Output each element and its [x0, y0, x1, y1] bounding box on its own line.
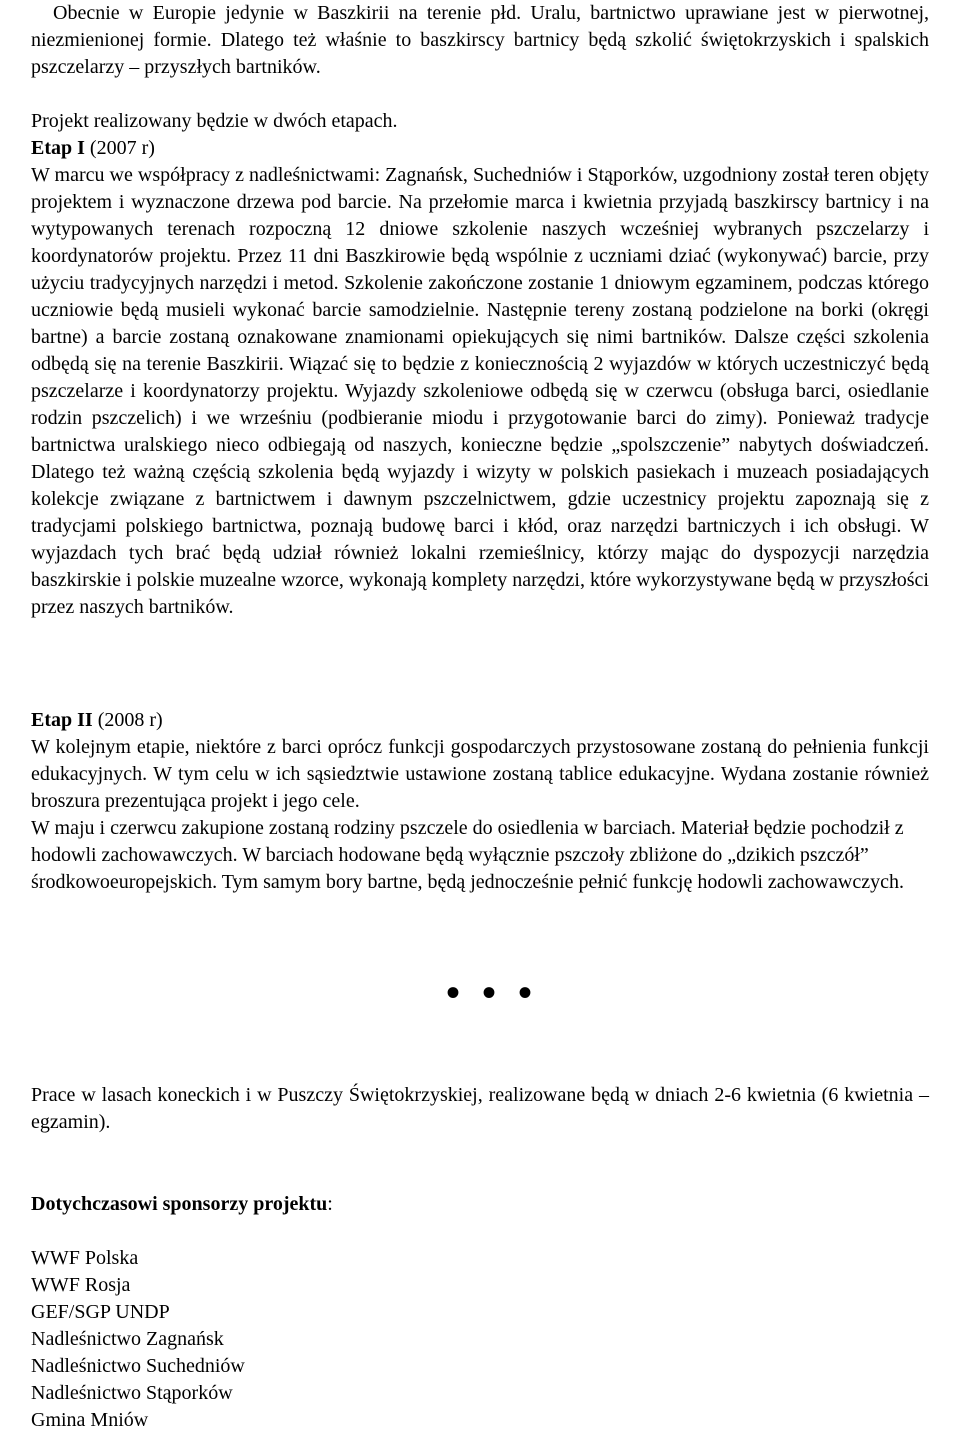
sponsor-item: Nadleśnictwo Stąporków	[31, 1382, 233, 1404]
ellipsis-separator: • • •	[446, 970, 539, 1015]
stage2-section	[31, 707, 929, 896]
sponsor-item: WWF Rosja	[31, 1274, 131, 1296]
works-section	[31, 1082, 929, 1136]
stage1-heading-label: Etap I	[31, 137, 85, 159]
sponsors-heading-label: Dotychczasowi sponsorzy projektu	[31, 1193, 328, 1215]
sponsors-heading	[31, 1191, 929, 1218]
project-stages-sentence: Projekt realizowany będzie w dwóch etapach.	[31, 110, 398, 132]
stage1-section	[31, 108, 929, 621]
sponsor-item: GEF/SGP UNDP	[31, 1301, 170, 1323]
stage1-heading-year: (2007 r)	[84, 137, 155, 159]
works-paragraph: Prace w lasach koneckich i w Puszczy Świętokrzyskiej, realizowane będą w dniach 2-6 kwietnia (6 kwietnia – egzamin).	[31, 1084, 929, 1133]
sponsor-item: WWF Polska	[31, 1247, 139, 1269]
sponsor-item: Gmina Mniów	[31, 1409, 149, 1431]
stage2-paragraph-1: W kolejnym etapie, niektóre z barci oprócz funkcji gospodarczych przystosowane zostaną do pełnienia funkcji edukacyjnych. W tym celu w ich sąsiedztwie ustawione zostaną tablice edukacyjne. Wydana zostanie również broszura prezentująca projekt i jego cele.	[31, 736, 929, 812]
sponsor-item: Nadleśnictwo Zagnańsk	[31, 1328, 224, 1350]
stage1-heading	[31, 135, 929, 162]
intro-section	[31, 0, 929, 81]
sponsors-section	[31, 1191, 929, 1434]
intro-paragraph: Obecnie w Europie jedynie w Baszkirii na terenie płd. Uralu, bartnictwo uprawiane jest w pierwotnej, niezmienionej formie. Dlatego też właśnie to baszkirscy bartnicy będą szkolić świętokrzyskich i spalskich pszczelarzy – przyszłych bartników.	[31, 2, 929, 78]
stage2-heading-label: Etap II	[31, 709, 93, 731]
stage2-paragraph-2: W maju i czerwcu zakupione zostaną rodziny pszczele do osiedlenia w barciach. Materiał będzie pochodził z hodowli zachowawczych. W barciach hodowane będą wyłącznie pszczoły zbliżone do „dzikich pszczół” środkowoeuropejskich. Tym samym bory bartne, będą jednocześnie pełnić funkcję hodowli zachowawczych.	[31, 817, 904, 893]
sponsor-item: Nadleśnictwo Suchedniów	[31, 1355, 245, 1377]
stage2-heading	[31, 707, 929, 734]
sponsors-list	[31, 1245, 929, 1434]
sponsors-heading-colon: :	[327, 1193, 333, 1215]
stage2-heading-year: (2008 r)	[92, 709, 163, 731]
stage1-paragraph: W marcu we współpracy z nadleśnictwami: Zagnańsk, Suchedniów i Stąporków, uzgodniony został teren objęty projektem i wyznaczone drzewa pod barcie. Na przełomie marca i kwietnia przyjadą baszkirscy bartnicy i na wytypowanych terenach rozpoczną 12 dniowe szkolenie naszych wcześniej wybranych pszczelarzy i koordynatorów projektu. Przez 11 dni Baszkirowie będą wspólnie z uczniami dziać (wykonywać) barcie, przy użyciu tradycyjnych narzędzi i metod. Szkolenie zakończone zostanie 1 dniowym egzaminem, podczas którego uczniowie będą musieli wykonać barcie samodzielnie. Następnie tereny zostaną podzielone na borki (okręgi bartne) a barcie zostaną oznakowane znamionami opiekujących się nimi bartników. Dalsze części szkolenia odbędą się na terenie Baszkirii. Wiązać się to będzie z koniecznością 2 wyjazdów w których uczestniczyć będą pszczelarze i koordynatorzy projektu. Wyjazdy szkoleniowe odbędą się w czerwcu (obsługa barci, osiedlanie rodzin pszczelich) i we wrześniu (podbieranie miodu i przygotowanie barci do zimy). Ponieważ tradycje bartnictwa uralskiego nieco odbiegają od naszych, konieczne będzie „spolszczenie” nabytych doświadczeń. Dlatego też ważną częścią szkolenia będą wyjazdy i wizyty w polskich pasiekach i muzeach posiadających kolekcje związane z bartnictwem i dawnym pszczelnictwem, gdzie uczestnicy projektu zapoznają się z tradycjami polskiego bartnictwa, poznają budowę barci i kłód, oraz narzędzi bartniczych i ich obsługi. W wyjazdach tych brać będą udział również lokalni rzemieślnicy, którzy mając do dyspozycji narzędzia baszkirskie i polskie muzealne wzorce, wykonają komplety narzędzi, które wykorzystywane będą w przyszłości przez naszych bartników.	[31, 164, 929, 618]
